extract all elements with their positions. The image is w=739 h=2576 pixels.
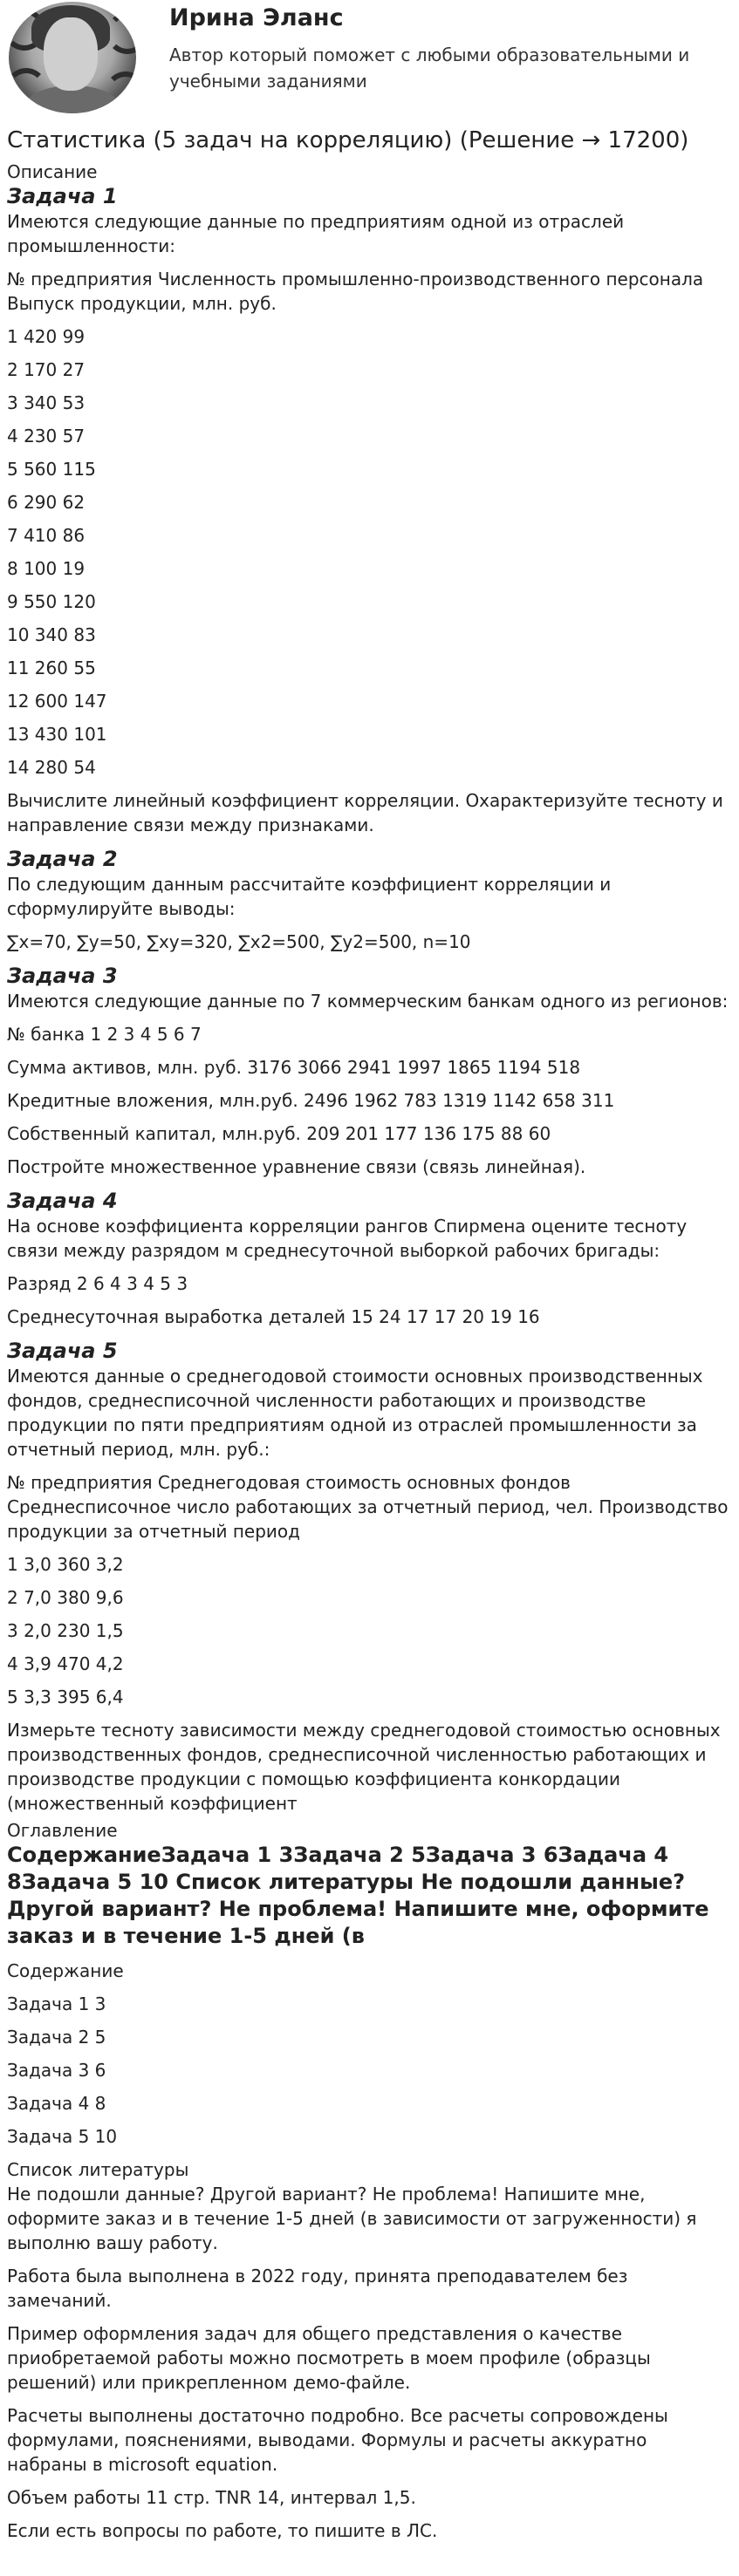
task3-intro: Имеются следующие данные по 7 коммерческим банкам одного из регионов: [7,991,729,1012]
task5-row: 1 3,0 360 3,2 [7,1554,124,1575]
task1-row: 14 280 54 [7,757,96,778]
task5-row: 4 3,9 470 4,2 [7,1653,124,1674]
author-card [7,0,732,120]
task1-row: 12 600 147 [7,691,107,712]
task1-intro: Имеются следующие данные по предприятиям одной из отраслей промышленности: [7,211,625,256]
task3-line: Постройте множественное уравнение связи (связь линейная). [7,1156,586,1177]
task1-row: 11 260 55 [7,658,96,678]
task4-intro: На основе коэффициента корреляции рангов Спирмена оцените тесноту связи между разрядом м среднесуточной выборкой рабочих бригады: [7,1216,688,1261]
task1-row: 9 550 120 [7,591,96,612]
work-info-paragraph: Объем работы 11 стр. TNR 14, интервал 1,5. [7,2487,416,2508]
task5-row: 5 3,3 395 6,4 [7,1687,124,1707]
task5-rows [7,1552,732,1709]
toc-heading: СодержаниеЗадача 1 3Задача 2 5Задача 3 6Задача 4 8Задача 5 10 Список литературы Не подошли данные? Другой вариант? Не проблема! Напишите мне, оформите заказ и в течение 1-5 дней (в [7,1843,709,1948]
toc-literature: Список литературы [7,2159,189,2180]
task1-rows [7,324,732,780]
task2-intro: По следующим данным рассчитайте коэффициент корреляции и сформулируйте выводы: [7,874,612,919]
task3-line: Сумма активов, млн. руб. 3176 3066 2941 1997 1865 1194 518 [7,1057,581,1078]
author-avatar[interactable] [9,2,136,113]
task1-row: 3 340 53 [7,392,86,413]
task5-question: Измерьте тесноту зависимости между среднегодовой стоимостью основных производственных фондов, среднесписочной численностью работающих и производстве продукции с помощью коэффициента конкордации (множественный коэффициент [7,1720,721,1814]
task3-line: Кредитные вложения, млн.руб. 2496 1962 783 1319 1142 658 311 [7,1090,615,1111]
task4-heading: Задача 4 [7,1189,118,1213]
task1-question: Вычислите линейный коэффициент корреляции. Охарактеризуйте тесноту и направление связи между признаками. [7,790,723,835]
work-info-paragraph: Работа была выполнена в 2022 году, принята преподавателем без замечаний. [7,2266,628,2311]
task4-lines [7,1271,732,1329]
task1-row: 4 230 57 [7,426,86,446]
work-info [7,2264,732,2543]
task1-heading: Задача 1 [7,184,118,208]
task1-row: 10 340 83 [7,624,96,645]
page-title: Статистика (5 задач на корреляцию) (Решение → 17200) [7,127,689,153]
task2-heading: Задача 2 [7,847,118,871]
task5-heading: Задача 5 [7,1339,118,1363]
task5-row: 2 7,0 380 9,6 [7,1587,124,1608]
task4-line: Среднесуточная выработка деталей 15 24 17 17 20 19 16 [7,1306,540,1327]
task4-line: Разряд 2 6 4 3 4 5 3 [7,1273,188,1294]
task5-table-header: № предприятия Среднегодовая стоимость основных фондов Среднесписочное число работающих за отчетный период, чел. Производство продукции за отчетный период [7,1472,729,1542]
task1-table-header: № предприятия Численность промышленно-производственного персонала Выпуск продукции, млн. руб. [7,269,704,314]
toc-label: Оглавление [7,1820,118,1841]
task2-data: ∑x=70, ∑y=50, ∑xy=320, ∑x2=500, ∑y2=500, n=10 [7,931,471,952]
task5-row: 3 2,0 230 1,5 [7,1620,124,1641]
task1-row: 13 430 101 [7,724,107,745]
work-info-paragraph: Если есть вопросы по работе, то пишите в ЛС. [7,2520,438,2541]
toc-line: Задача 1 3 [7,1993,106,2014]
work-info-paragraph: Расчеты выполнены достаточно подробно. Все расчеты сопровождены формулами, пояснениями, выводами. Формулы и расчеты аккуратно набраны в microsoft equation. [7,2405,668,2475]
avatar-decoration [106,12,136,54]
toc-line: Задача 2 5 [7,2027,106,2048]
toc-line: Задача 5 10 [7,2126,118,2147]
toc-line: Содержание [7,1960,124,1981]
task3-line: № банка 1 2 3 4 5 6 7 [7,1024,202,1045]
task1-row: 6 290 62 [7,492,86,513]
task1-row: 1 420 99 [7,326,86,347]
description-label: Описание [7,161,98,182]
author-name[interactable]: Ирина Эланс [169,4,344,31]
toc-line: Задача 3 6 [7,2060,106,2081]
task1-row: 7 410 86 [7,525,86,546]
toc-lines [7,1959,732,2149]
task1-row: 8 100 19 [7,558,86,579]
avatar-face [44,17,98,91]
task1-row: 5 560 115 [7,459,96,480]
task3-lines [7,1022,732,1179]
task3-heading: Задача 3 [7,964,118,988]
toc-offer: Не подошли данные? Другой вариант? Не проблема! Напишите мне, оформите заказ и в течение 1-5 дней (в зависимости от загруженности) я выполню вашу работу. [7,2184,697,2253]
work-info-paragraph: Пример оформления задач для общего представления о качестве приобретаемой работы можно посмотреть в моем профиле (образцы решений) или прикрепленном демо-файле. [7,2323,651,2393]
author-description: Автор который поможет с любыми образовательными и учебными заданиями [169,44,690,92]
task5-intro: Имеются данные о среднегодовой стоимости основных производственных фондов, среднесписочной численности работающих и производстве продукции по пяти предприятиям одной из отраслей промышленности за отчетный период, млн. руб.: [7,1366,703,1460]
task3-line: Собственный капитал, млн.руб. 209 201 177 136 175 88 60 [7,1123,551,1144]
toc-line: Задача 4 8 [7,2093,106,2114]
task1-row: 2 170 27 [7,359,86,380]
